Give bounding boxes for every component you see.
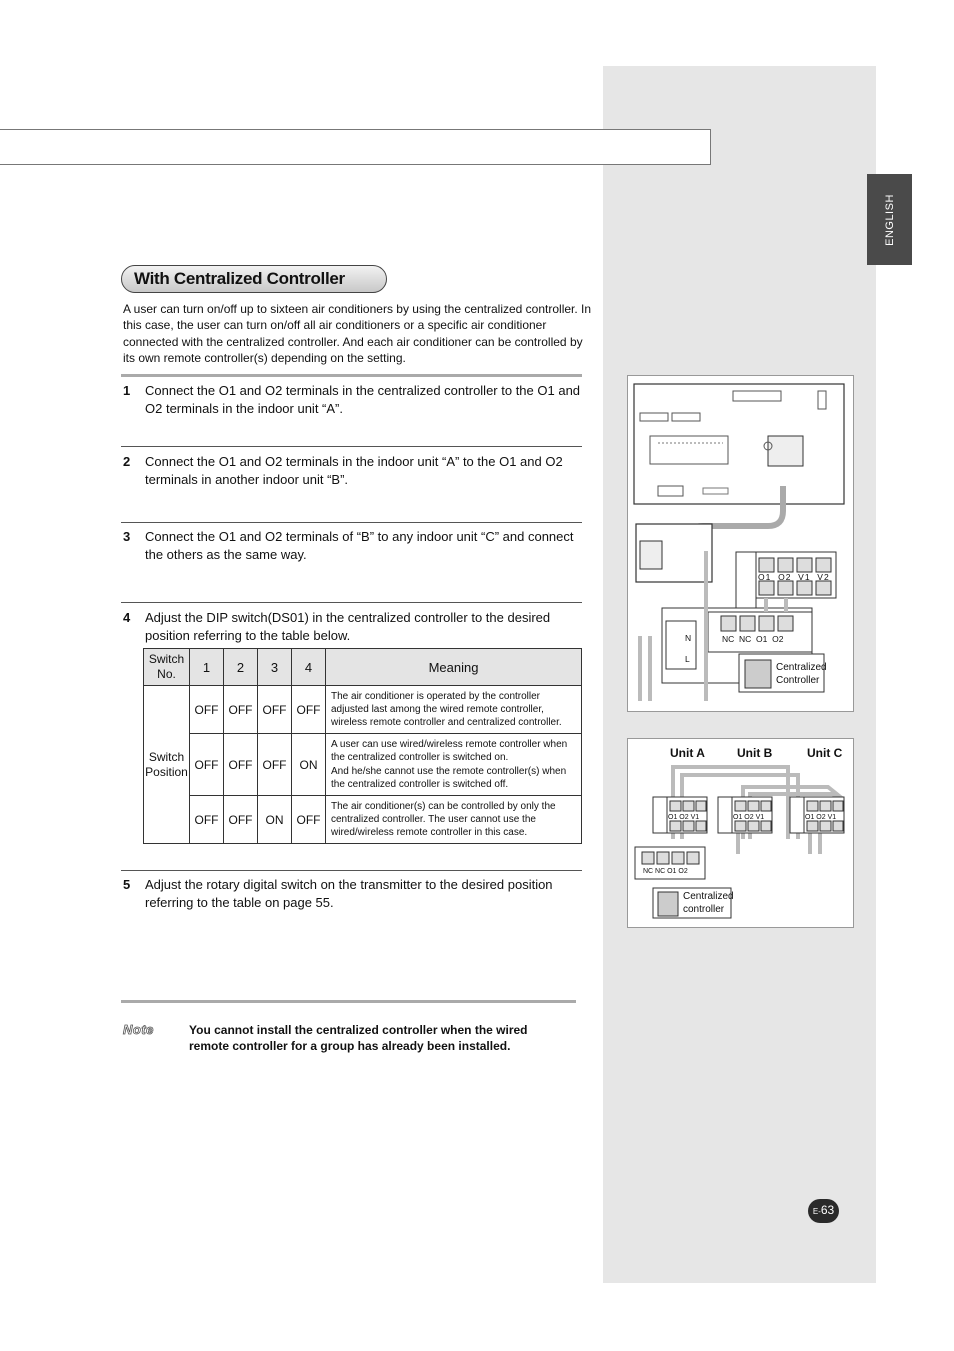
unit-b-label: Unit B bbox=[737, 746, 773, 760]
header-col-1: 1 bbox=[190, 649, 224, 686]
cell: OFF bbox=[292, 686, 326, 734]
meaning-line: And he/she cannot use the remote controller(s) when the centralized controller is switched off. bbox=[331, 765, 567, 790]
cell: OFF bbox=[190, 796, 224, 844]
wiring-diagram-units bbox=[627, 738, 854, 928]
table-header-row bbox=[144, 649, 582, 686]
divider bbox=[121, 1000, 576, 1003]
unit-c-terminals: O1 O2 V1 bbox=[805, 814, 837, 821]
cell: OFF bbox=[292, 796, 326, 844]
header-col-2: 2 bbox=[224, 649, 258, 686]
dip-switch-table bbox=[143, 648, 582, 844]
side-letter-n: N bbox=[685, 633, 692, 643]
cell: OFF bbox=[224, 734, 258, 796]
table-row bbox=[144, 796, 582, 844]
table-row bbox=[144, 734, 582, 796]
side-letter-l: L bbox=[685, 654, 690, 664]
units-illustration bbox=[628, 739, 853, 927]
note-text: You cannot install the centralized controller when the wired remote controller for a group has already been installed. bbox=[189, 1023, 528, 1053]
cell: OFF bbox=[258, 734, 292, 796]
meaning-line: A user can use wired/wireless remote controller when the centralized controller is switched on. bbox=[331, 738, 568, 764]
terminal-labels-bottom: NC NC O1 O2 bbox=[722, 634, 784, 644]
header-col-3: 3 bbox=[258, 649, 292, 686]
unit-b-terminals: O1 O2 V1 bbox=[733, 814, 765, 821]
table-row bbox=[144, 686, 582, 734]
controller-label: Centralized controller bbox=[683, 891, 734, 915]
divider bbox=[121, 602, 582, 603]
cell: ON bbox=[258, 796, 292, 844]
terminal-labels-top: O1 O2 V1 V2 bbox=[758, 572, 830, 582]
header-meaning: Meaning bbox=[326, 649, 582, 686]
language-tab: ENGLISH bbox=[867, 174, 912, 265]
meaning-cell bbox=[326, 734, 582, 796]
meaning-cell: The air conditioner is operated by the controller adjusted last among the wired remote controller, wireless remote controller and centralized controller. bbox=[326, 686, 582, 734]
row-label: Switch Position bbox=[144, 686, 190, 844]
divider bbox=[121, 522, 582, 523]
section-title: With Centralized Controller bbox=[121, 265, 387, 293]
cell: ON bbox=[292, 734, 326, 796]
wiring-diagram-controller bbox=[627, 375, 854, 712]
cell: OFF bbox=[190, 686, 224, 734]
divider bbox=[121, 374, 582, 377]
controller-terminals: NC NC O1 O2 bbox=[643, 868, 688, 875]
intro-paragraph: A user can turn on/off up to sixteen air conditioners by using the centralized controller. In this case, the user can turn on/off all air conditioners or a specific air conditioner connected with the centralized controller. And each air conditioner can be controlled by its own remote controller(s) depending on the setting. bbox=[123, 302, 592, 365]
divider bbox=[121, 870, 582, 871]
cell: OFF bbox=[258, 686, 292, 734]
cell: OFF bbox=[224, 686, 258, 734]
divider bbox=[121, 446, 582, 447]
page-number: E-63 bbox=[808, 1199, 839, 1223]
header-switch-no: Switch No. bbox=[144, 649, 190, 686]
meaning-cell: The air conditioner(s) can be controlled by only the centralized controller. The user cannot use the wired/wireless remote controller in this case. bbox=[326, 796, 582, 844]
unit-a-label: Unit A bbox=[670, 746, 705, 760]
cell: OFF bbox=[190, 734, 224, 796]
header-col-4: 4 bbox=[292, 649, 326, 686]
unit-a-terminals: O1 O2 V1 bbox=[668, 814, 700, 821]
note-label: Note bbox=[123, 1022, 154, 1037]
controller-label: Centralized Controller bbox=[776, 662, 827, 686]
cell: OFF bbox=[224, 796, 258, 844]
header-box bbox=[0, 129, 711, 165]
unit-c-label: Unit C bbox=[807, 746, 843, 760]
